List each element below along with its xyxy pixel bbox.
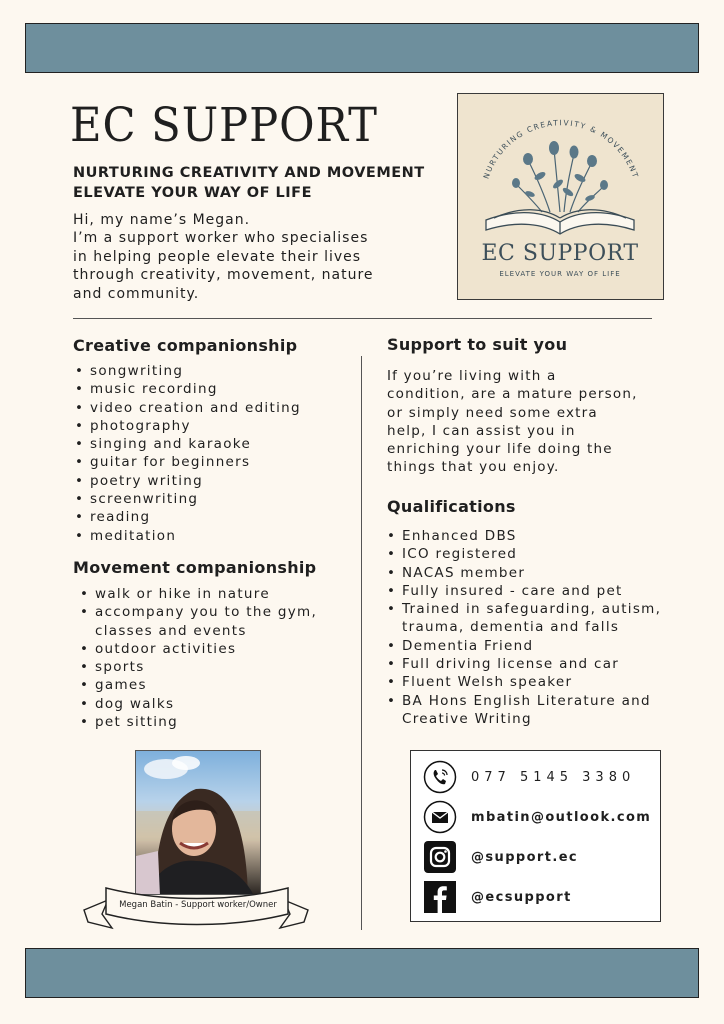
facebook-icon: [423, 880, 457, 914]
list-item: • singing and karaoke: [73, 435, 301, 453]
email-address: mbatin@outlook.com: [471, 809, 652, 825]
list-item: • dog walks: [78, 695, 317, 713]
intro-line: through creativity, movement, nature: [73, 267, 374, 284]
tagline-line-1: NURTURING CREATIVITY AND MOVEMENT: [73, 165, 425, 181]
qualifications-list: [385, 527, 661, 728]
list-item: • screenwriting: [73, 490, 301, 508]
list-item: • pet sitting: [78, 713, 317, 731]
photo-caption: Megan Batin - Support worker/Owner: [119, 900, 277, 910]
top-banner: [25, 23, 699, 73]
list-item: • Dementia Friend: [385, 637, 661, 655]
qualifications-heading: Qualifications: [387, 497, 516, 516]
list-item: • outdoor activities: [78, 640, 317, 658]
list-item: • songwriting: [73, 362, 301, 380]
support-heading: Support to suit you: [387, 335, 568, 354]
support-line: help, I can assist you in: [387, 422, 576, 439]
list-item: • walk or hike in nature: [78, 585, 317, 603]
logo-graphic: [458, 94, 662, 298]
list-item: • Enhanced DBS: [385, 527, 661, 545]
list-item: • music recording: [73, 380, 301, 398]
instagram-icon: [423, 840, 457, 874]
list-item: • poetry writing: [73, 472, 301, 490]
list-item-continuation: Creative Writing: [402, 710, 532, 727]
page-title: EC SUPPORT: [70, 98, 378, 153]
list-item: • NACAS member: [385, 564, 661, 582]
list-item: • games: [78, 676, 317, 694]
list-item: • reading: [73, 508, 301, 526]
intro-line: in helping people elevate their lives: [73, 248, 362, 265]
intro-line: Hi, my name’s Megan.: [73, 212, 251, 228]
support-line: enriching your life doing the: [387, 441, 613, 458]
intro-line: I’m a support worker who specialises: [73, 230, 369, 247]
support-line: or simply need some extra: [387, 404, 598, 421]
intro-paragraph: [73, 211, 393, 303]
creative-list: [73, 362, 301, 545]
tagline-line-2: ELEVATE YOUR WAY OF LIFE: [73, 185, 312, 201]
support-line: things that you enjoy.: [387, 459, 560, 476]
brand-logo: [457, 93, 664, 300]
contact-facebook-row[interactable]: [423, 880, 572, 914]
logo-brand: EC SUPPORT: [481, 241, 639, 266]
instagram-handle: @support.ec: [471, 849, 579, 865]
creative-heading: Creative companionship: [73, 336, 298, 355]
contact-phone-row[interactable]: [423, 760, 635, 794]
support-line: If you’re living with a: [387, 368, 557, 384]
support-paragraph: [387, 367, 638, 477]
list-item: • photography: [73, 417, 301, 435]
list-item: • Fully insured - care and pet: [385, 582, 661, 600]
bottom-banner: [25, 948, 699, 998]
list-item: • sports: [78, 658, 317, 676]
facebook-handle: @ecsupport: [471, 889, 572, 905]
contact-instagram-row[interactable]: [423, 840, 578, 874]
list-item: • video creation and editing: [73, 399, 301, 417]
list-item: • Fluent Welsh speaker: [385, 673, 661, 691]
contact-email-row[interactable]: [423, 800, 651, 834]
svg-text:NURTURING CREATIVITY & MOVEMEN: [482, 118, 641, 180]
list-item: • Trained in safeguarding, autism,: [385, 600, 661, 618]
list-item: • guitar for beginners: [73, 453, 301, 471]
movement-list: [78, 585, 317, 731]
list-item: • ICO registered: [385, 545, 661, 563]
logo-arc-text: NURTURING CREATIVITY & MOVEMENT: [481, 118, 641, 180]
list-item-continuation: classes and events: [95, 622, 247, 639]
tagline: [73, 163, 425, 203]
divider-horizontal: [73, 318, 652, 319]
list-item: • BA Hons English Literature and: [385, 692, 661, 710]
list-item-continuation: trauma, dementia and falls: [402, 619, 620, 636]
contact-card: [410, 750, 661, 922]
list-item: • meditation: [73, 527, 301, 545]
email-icon: [423, 800, 457, 834]
list-item: • accompany you to the gym,: [78, 603, 317, 621]
support-line: condition, are a mature person,: [387, 386, 638, 403]
logo-subtitle: ELEVATE YOUR WAY OF LIFE: [499, 270, 621, 278]
phone-icon: [423, 760, 457, 794]
phone-number: 077 5145 3380: [471, 769, 636, 785]
movement-heading: Movement companionship: [73, 558, 317, 577]
list-item: • Full driving license and car: [385, 655, 661, 673]
divider-vertical: [361, 356, 362, 930]
intro-line: and community.: [73, 285, 200, 302]
